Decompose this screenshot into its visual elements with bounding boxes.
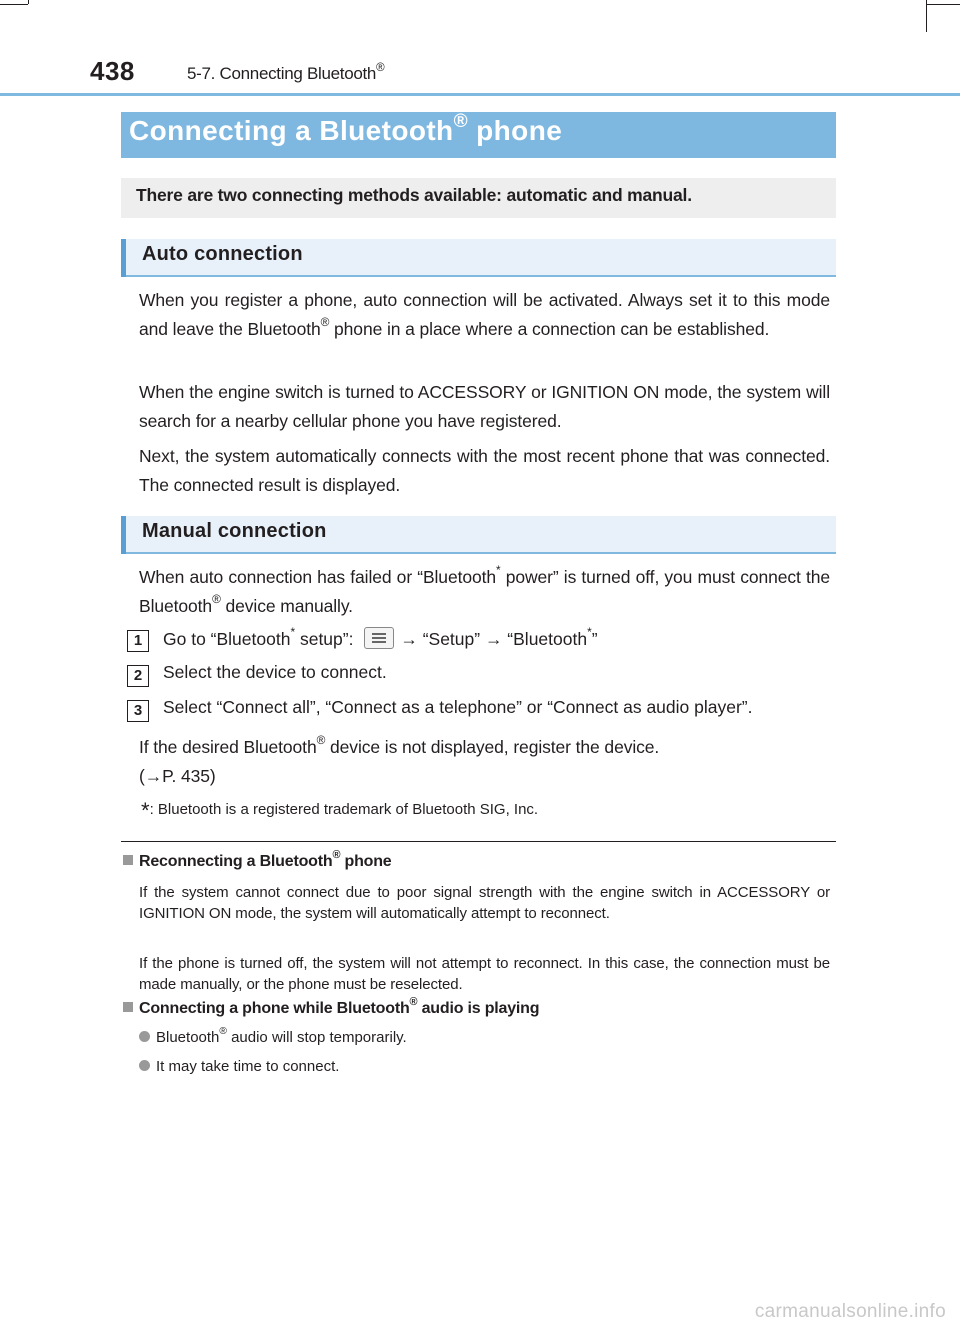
manual-note: If the desired Bluetooth® device is not displayed, register the device. (→P. 435) xyxy=(139,733,660,786)
circle-bullet-icon xyxy=(139,1060,150,1071)
auto-paragraph-1: When you register a phone, auto connection will be activated. Always set it to this mode and leave the Bluetooth® phone in a place where a connection can be established. xyxy=(139,290,830,339)
note-heading-reconnecting: Reconnecting a Bluetooth® phone xyxy=(123,853,392,871)
auto-paragraph-3: Next, the system automatically connects with the most recent phone that was connected. The connected result is displayed. xyxy=(139,446,830,495)
manual-paragraph-1: When auto connection has failed or “Bluetooth* power” is turned off, you must connect the Bluetooth® device manually. xyxy=(139,563,830,616)
header-rule xyxy=(0,93,960,96)
step-3: 3 Select “Connect all”, “Connect as a telephone” or “Connect as audio player”. xyxy=(127,699,830,723)
square-bullet-icon xyxy=(123,1002,133,1012)
auto-connection-heading: Auto connection xyxy=(121,239,836,277)
square-bullet-icon xyxy=(123,855,133,865)
section-title: 5-7. Connecting Bluetooth® xyxy=(187,61,385,83)
step-number: 1 xyxy=(127,630,149,652)
divider xyxy=(121,841,836,842)
crop-mark-top-left xyxy=(28,0,29,4)
step-1: 1 Go to “Bluetooth* setup”: → “Setup” → “Bluetooth*” xyxy=(127,629,830,653)
auto-paragraph-2: When the engine switch is turned to ACCESSORY or IGNITION ON mode, the system will search for a nearby cellular phone you have registered. xyxy=(139,382,830,431)
note-paragraph-1: If the system cannot connect due to poor signal strength with the engine switch in ACCESSORY or IGNITION ON mode, the system will automatically attempt to reconnect. xyxy=(139,884,830,922)
watermark: carmanualsonline.info xyxy=(754,1301,946,1322)
step-number: 3 xyxy=(127,700,149,722)
circle-bullet-icon xyxy=(139,1031,150,1042)
crop-mark-top-right-h xyxy=(926,4,960,5)
page-reference: (→P. 435) xyxy=(139,766,216,786)
page-number: 438 xyxy=(90,56,135,86)
page-header xyxy=(0,52,960,96)
bullet-item: Bluetooth® audio will stop temporarily. xyxy=(139,1029,407,1046)
step-2: 2 Select the device to connect. xyxy=(127,664,830,688)
crop-mark-top-left-h xyxy=(0,4,28,5)
page-title: Connecting a Bluetooth® phone xyxy=(121,112,836,158)
footnote: *: Bluetooth is a registered trademark of Bluetooth SIG, Inc. xyxy=(141,798,539,823)
manual-connection-heading: Manual connection xyxy=(121,516,836,554)
step-number: 2 xyxy=(127,665,149,687)
intro-box: There are two connecting methods available: automatic and manual. xyxy=(121,178,836,218)
bullet-item: It may take time to connect. xyxy=(139,1058,339,1075)
note-heading-audio: Connecting a phone while Bluetooth® audio is playing xyxy=(123,1000,539,1018)
menu-icon xyxy=(364,627,394,649)
note-paragraph-2: If the phone is turned off, the system will not attempt to reconnect. In this case, the connection must be made manually, or the phone must be reselected. xyxy=(139,955,830,993)
